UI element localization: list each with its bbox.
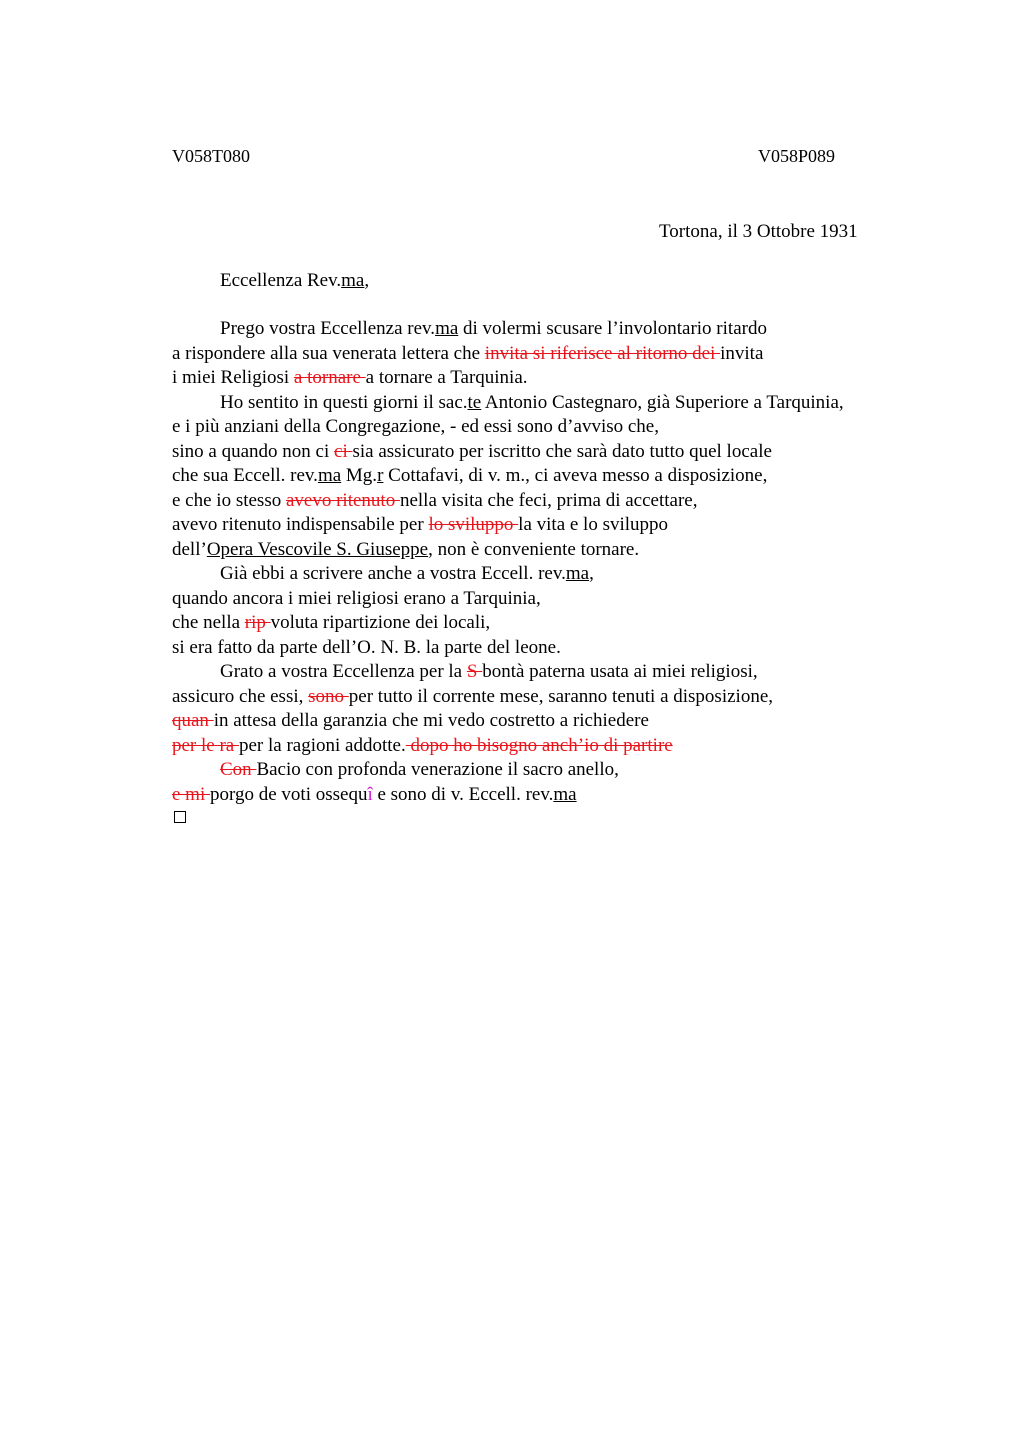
text-line: sino a quando non ci ci sia assicurato per iscritto che sarà dato tutto quel locale xyxy=(172,440,772,462)
letter-body xyxy=(172,317,844,807)
deleted-text: dopo ho bisogno anch’io di partire xyxy=(405,734,673,756)
deleted-text: rip xyxy=(244,612,271,633)
text-line: Prego vostra Eccellenza rev.ma di volermi scusare l’involontario ritardo xyxy=(220,318,767,339)
deleted-text: Con xyxy=(220,759,257,780)
text-line: che sua Eccell. rev.ma Mg.r Cottafavi, di v. m., ci aveva messo a disposizione, xyxy=(172,465,768,486)
deleted-text: invita si riferisce al ritorno dei xyxy=(484,342,721,364)
text-line: Già ebbi a scrivere anche a vostra Eccell. rev.ma, xyxy=(220,563,594,584)
text-line: quando ancora i miei religiosi erano a Tarquinia, xyxy=(172,587,541,609)
text-line: assicuro che essi, sono per tutto il corrente mese, saranno tenuti a disposizione, xyxy=(172,685,774,707)
deleted-text: quan xyxy=(172,710,214,731)
text-line: avevo ritenuto indispensabile per lo sviluppo la vita e lo sviluppo xyxy=(172,514,669,535)
accent-character: î xyxy=(367,783,373,805)
text-line: e che io stesso avevo ritenuto nella visita che feci, prima di accettare, xyxy=(172,489,698,511)
salutation: Eccellenza Rev.ma, xyxy=(220,270,370,291)
date-line: Tortona, il 3 Ottobre 1931 xyxy=(659,221,858,242)
text-line: che nella rip voluta ripartizione dei locali, xyxy=(172,612,491,633)
text-line: Ho sentito in questi giorni il sac.te Antonio Castegnaro, già Superiore a Tarquinia, xyxy=(220,391,844,413)
text-line: e mi porgo de voti ossequî e sono di v. Eccell. rev.ma xyxy=(172,783,577,805)
deleted-text: S xyxy=(466,661,483,682)
deleted-text: avevo ritenuto xyxy=(285,489,400,511)
deleted-text: ci xyxy=(334,440,353,462)
text-line: quan in attesa della garanzia che mi vedo costretto a richiedere xyxy=(172,710,649,731)
document-code-right: V058P089 xyxy=(758,146,836,166)
text-line: Con Bacio con profonda venerazione il sacro anello, xyxy=(220,759,619,780)
deleted-text: sono xyxy=(308,685,349,707)
text-line: i miei Religiosi a tornare a tornare a Tarquinia. xyxy=(172,367,528,388)
text-line: si era fatto da parte dell’O. N. B. la parte del leone. xyxy=(172,636,561,658)
text-line: a rispondere alla sua venerata lettera che invita si riferisce al ritorno dei invita xyxy=(172,342,764,364)
deleted-text: per le ra xyxy=(172,734,239,756)
deleted-text: e mi xyxy=(172,783,210,805)
text-line: e i più anziani della Congregazione, - ed essi sono d’avviso che, xyxy=(172,416,659,437)
document-code-left: V058T080 xyxy=(172,146,250,166)
text-line: Grato a vostra Eccellenza per la S bontà paterna usata ai miei religiosi, xyxy=(220,661,758,682)
deleted-text: a tornare xyxy=(293,367,366,388)
deleted-text: lo sviluppo xyxy=(428,514,519,535)
text-line: per le ra per la ragioni addotte. dopo ho bisogno anch’io di partire xyxy=(172,734,673,756)
empty-checkbox-glyph xyxy=(174,811,186,823)
text-line: dell’Opera Vescovile S. Giuseppe, non è conveniente tornare. xyxy=(172,538,640,560)
